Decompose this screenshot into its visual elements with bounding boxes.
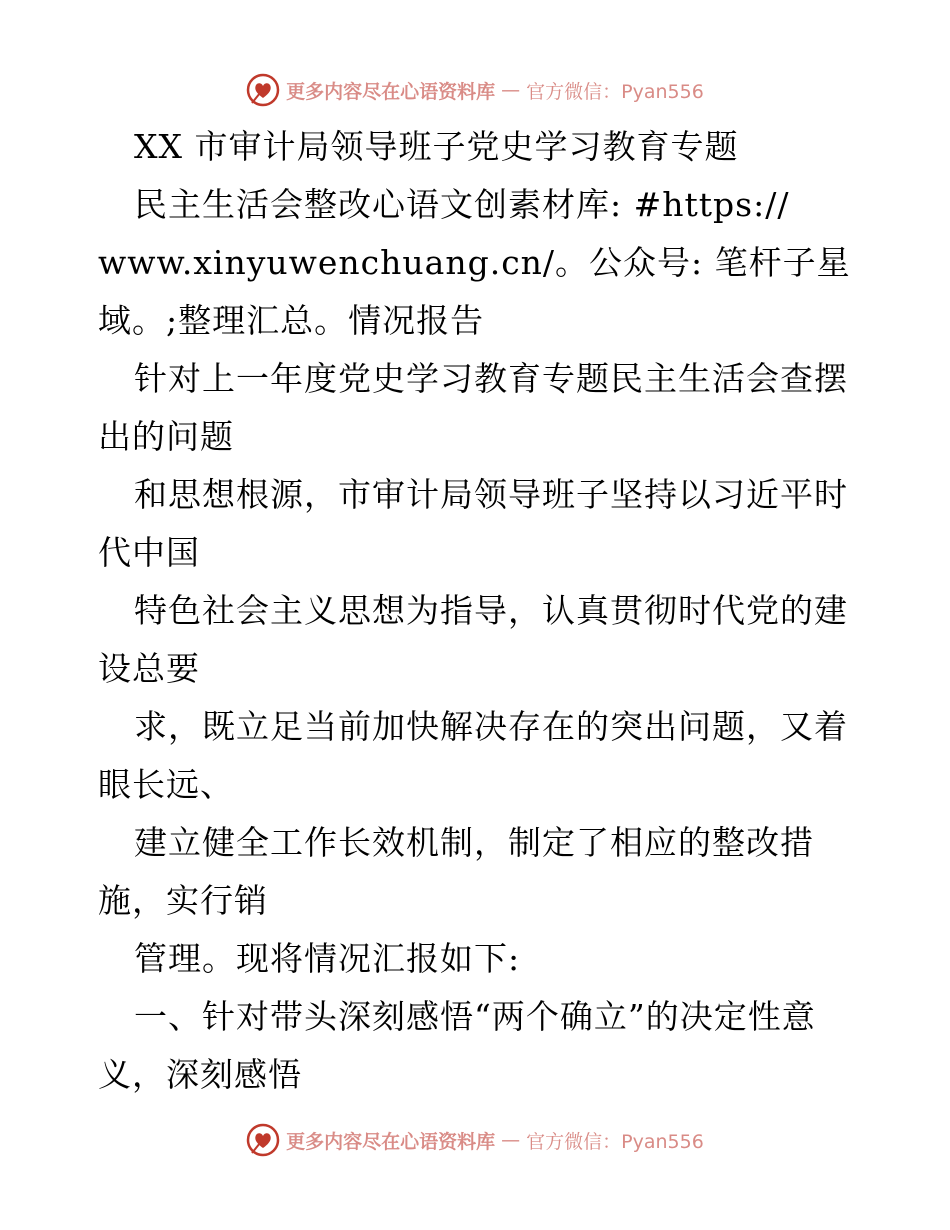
header-watermark <box>0 70 950 110</box>
heart-pen-logo-icon <box>246 73 280 107</box>
document-body <box>98 118 858 1104</box>
section-heading-line: 义，深刻感悟 <box>98 1055 302 1094</box>
paragraph-line: 管理。现将情况汇报如下: <box>134 939 521 978</box>
title-line-4: 域。;整理汇总。情况报告 <box>98 301 485 340</box>
footer-watermark <box>0 1120 950 1160</box>
paragraph-line: 出的问题 <box>98 417 234 456</box>
paragraph-line: 针对上一年度党史学习教育专题民主生活会查摆 <box>134 359 848 398</box>
paragraph-line: 和思想根源，市审计局领导班子坚持以习近平时 <box>134 475 848 514</box>
paragraph-line: 施，实行销 <box>98 881 268 920</box>
heart-pen-logo-icon <box>246 1123 280 1157</box>
title-line-2: 民主生活会整改心语文创素材库: #https:// <box>134 185 790 224</box>
paragraph-line: 眼长远、 <box>98 765 234 804</box>
title-line-1: XX 市审计局领导班子党史学习教育专题 <box>134 127 739 166</box>
watermark-text: 更多内容尽在心语资料库 <box>286 1130 496 1153</box>
watermark-separator: — <box>501 79 521 101</box>
section-heading-line: 一、针对带头深刻感悟“两个确立”的决定性意 <box>134 997 816 1036</box>
title-line-3: www.xinyuwenchuang.cn/。公众号: 笔杆子星 <box>98 243 851 282</box>
watermark-account: 官方微信：Pyan556 <box>526 80 704 103</box>
paragraph-line: 设总要 <box>98 649 200 688</box>
paragraph-line: 求，既立足当前加快解决存在的突出问题，又着 <box>134 707 848 746</box>
paragraph-line: 代中国 <box>98 533 200 572</box>
watermark-separator: — <box>501 1129 521 1151</box>
paragraph-line: 建立健全工作长效机制，制定了相应的整改措 <box>134 823 814 862</box>
watermark-text: 更多内容尽在心语资料库 <box>286 80 496 103</box>
paragraph-line: 特色社会主义思想为指导，认真贯彻时代党的建 <box>134 591 848 630</box>
watermark-account: 官方微信：Pyan556 <box>526 1130 704 1153</box>
